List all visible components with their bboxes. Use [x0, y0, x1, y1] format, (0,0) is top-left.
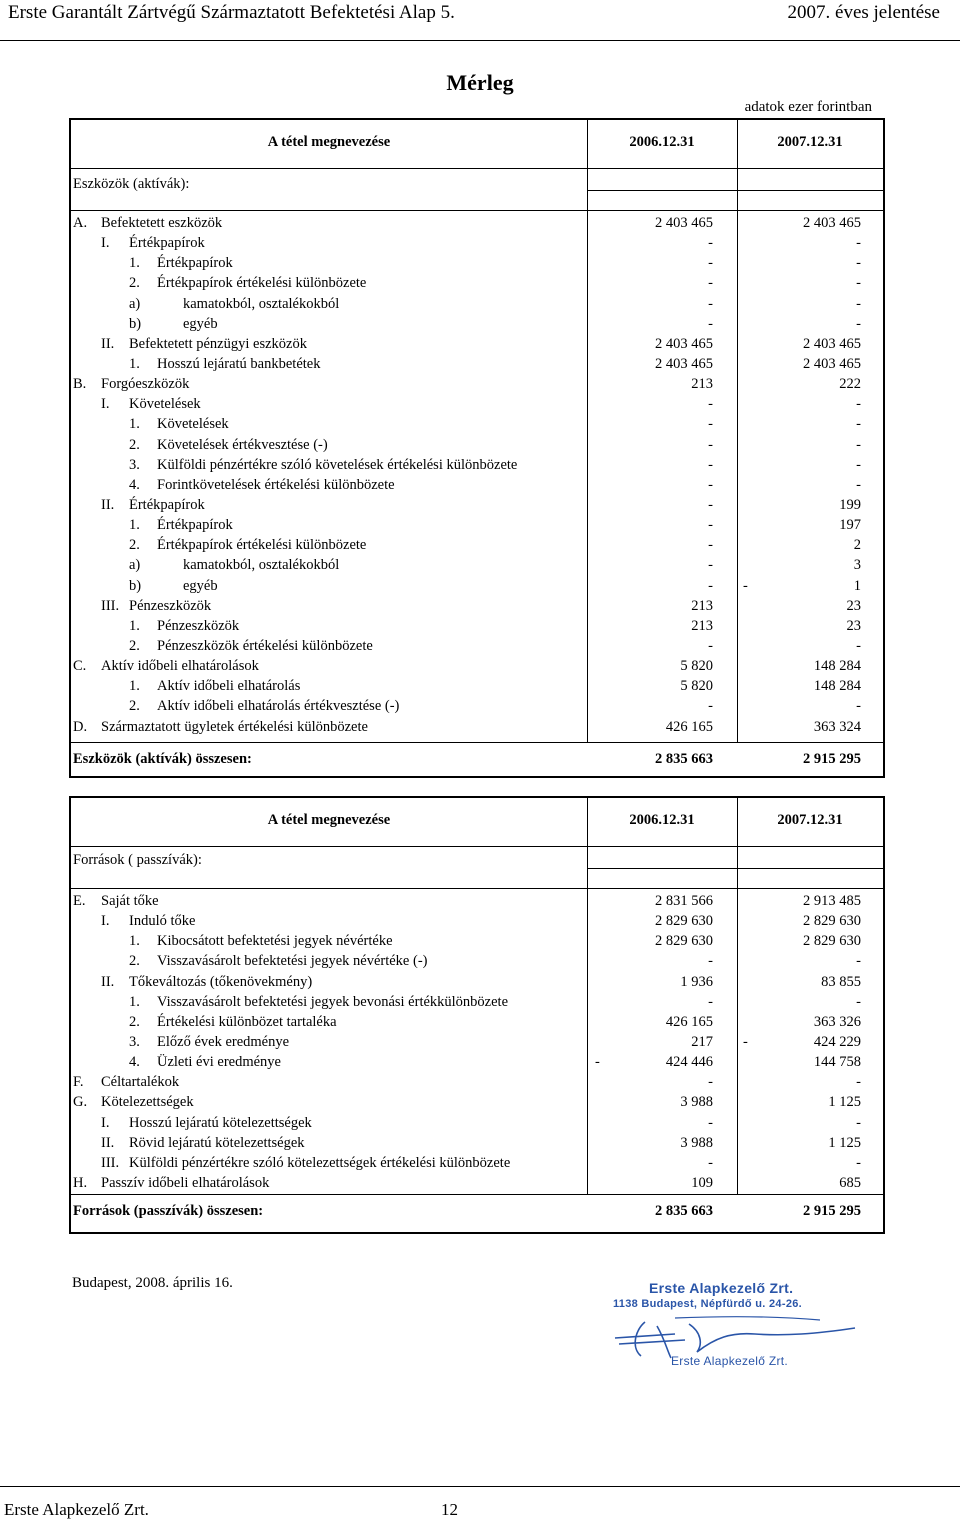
row-value-2006: 213 — [691, 597, 713, 614]
row-label: Tőkeváltozás (tőkenövekmény) — [129, 973, 313, 990]
row-value-2007: - — [856, 1114, 861, 1131]
row-value-2007: - — [856, 396, 861, 413]
row-label: Követelések értékvesztése (-) — [157, 436, 328, 453]
row-label: Értékelési különbözet tartaléka — [157, 1013, 337, 1030]
row-code: b) — [129, 315, 142, 332]
row-label: Értékpapírok — [129, 235, 205, 252]
row-code: 1. — [129, 517, 140, 534]
row-value-2007: 2 — [853, 537, 861, 554]
row-value-2007: 685 — [839, 1174, 861, 1191]
row-value-2007: - — [856, 436, 861, 453]
row-value-2006: - — [708, 315, 713, 332]
table-row — [71, 656, 883, 676]
column-header-2006: 2006.12.31 — [629, 134, 695, 150]
row-value-2007: 83 855 — [821, 973, 861, 990]
stamp-address: 1138 Budapest, Népfürdő u. 24-26. — [613, 1298, 803, 1310]
row-label: Hosszú lejáratú kötelezettségek — [129, 1114, 312, 1131]
header-report-title: 2007. éves jelentése — [787, 2, 940, 23]
row-label: Forintkövetelések értékelési különbözete — [157, 476, 395, 493]
row-code: II. — [101, 973, 115, 990]
row-value-2007: 2 829 630 — [803, 913, 861, 930]
row-value-2007: 197 — [839, 517, 861, 534]
row-code: 2. — [129, 537, 140, 554]
row-code: G. — [73, 1094, 88, 1111]
row-value-2007: 363 324 — [813, 718, 861, 735]
row-value-2007: - — [856, 235, 861, 252]
row-label: egyéb — [183, 315, 218, 332]
row-value-2006: 2 831 566 — [655, 893, 713, 909]
row-label: Értékpapírok értékelési különbözete — [157, 275, 367, 292]
column-header-label: A tétel megnevezése — [267, 812, 391, 828]
row-value-2006: 217 — [691, 1033, 713, 1050]
liabilities-total-row — [71, 1194, 883, 1225]
row-label: Aktív időbeli elhatárolás — [157, 678, 301, 695]
divider — [587, 868, 883, 869]
company-stamp — [605, 1278, 875, 1373]
liabilities-table — [69, 796, 885, 1234]
row-value-2007: - — [856, 255, 861, 272]
row-value-2006: 426 165 — [665, 718, 713, 735]
row-label: egyéb — [183, 577, 218, 594]
table-row — [71, 455, 883, 475]
row-label: Pénzeszközök — [157, 617, 240, 634]
row-value-2006: - — [708, 698, 713, 715]
row-value-2006: - — [708, 235, 713, 252]
row-label: Induló tőke — [129, 913, 196, 930]
row-value-2007: - — [856, 637, 861, 654]
table-row — [71, 1133, 883, 1153]
table-row — [71, 676, 883, 696]
row-value-2006: 2 829 630 — [655, 913, 713, 930]
row-code: 1. — [129, 416, 140, 433]
row-code: b) — [129, 577, 142, 594]
total-value-2006: 2 835 663 — [655, 1203, 713, 1219]
table-row — [71, 213, 883, 233]
table-row — [71, 273, 883, 293]
table-row — [71, 1032, 883, 1052]
table-row — [71, 972, 883, 992]
row-value-2007: 222 — [839, 376, 861, 393]
row-value-2007: - — [856, 315, 861, 332]
table-row — [71, 294, 883, 314]
row-value-2007: 363 326 — [813, 1013, 861, 1030]
row-value-2007: 199 — [839, 496, 861, 513]
row-code: 1. — [129, 617, 140, 634]
row-label: Aktív időbeli elhatárolás értékvesztése (-) — [157, 698, 400, 715]
row-value-2006: 213 — [691, 617, 713, 634]
place-and-date: Budapest, 2008. április 16. — [72, 1275, 233, 1291]
row-label: Előző évek eredménye — [157, 1033, 290, 1050]
table-row — [71, 253, 883, 273]
row-value-2006: - — [708, 416, 713, 433]
row-code: 1. — [129, 255, 140, 272]
row-code: 3. — [129, 456, 140, 473]
row-value-2007: 2 829 630 — [803, 933, 861, 950]
row-code: 2. — [129, 698, 140, 715]
table-row — [71, 1072, 883, 1092]
row-label: kamatokból, osztalékokból — [183, 295, 340, 312]
row-label: Befektetett pénzügyi eszközök — [129, 335, 307, 352]
row-label: Kibocsátott befektetési jegyek névértéke — [157, 933, 393, 950]
column-header-2007: 2007.12.31 — [777, 812, 843, 828]
row-value-2007: - — [856, 1074, 861, 1091]
liabilities-table-header — [71, 798, 883, 847]
assets-table — [69, 118, 885, 778]
table-row — [71, 717, 883, 737]
row-code: 4. — [129, 476, 140, 493]
row-value-2007: 2 913 485 — [803, 893, 861, 909]
row-value-2007: 1 — [853, 577, 861, 594]
row-label: kamatokból, osztalékokból — [183, 557, 340, 574]
row-value-2006: - — [708, 436, 713, 453]
row-code: 1. — [129, 993, 140, 1010]
row-label: Értékpapírok — [157, 255, 233, 272]
total-label: Források (passzívák) összesen: — [73, 1203, 264, 1219]
table-row — [71, 515, 883, 535]
table-row — [71, 414, 883, 434]
table-row — [71, 1153, 883, 1173]
row-code: I. — [101, 1114, 110, 1131]
row-label: Értékpapírok — [129, 496, 205, 513]
table-row — [71, 334, 883, 354]
row-value-2006: 2 829 630 — [655, 933, 713, 950]
assets-rows — [71, 213, 883, 737]
row-prefix-2007: - — [743, 1033, 748, 1050]
page-title: Mérleg — [446, 70, 514, 95]
column-header-2007: 2007.12.31 — [777, 134, 843, 150]
row-code: 4. — [129, 1054, 140, 1071]
row-label: Külföldi pénzértékre szóló kötelezettségek értékelési különbözete — [129, 1154, 511, 1171]
row-value-2006: - — [708, 1114, 713, 1131]
divider — [71, 888, 883, 889]
row-value-2006: 3 988 — [680, 1094, 713, 1111]
table-row — [71, 435, 883, 455]
table-row — [71, 1012, 883, 1032]
row-value-2007: - — [856, 1154, 861, 1171]
table-row — [71, 555, 883, 575]
row-code: E. — [73, 893, 86, 909]
row-value-2006: - — [708, 1154, 713, 1171]
row-value-2007: - — [856, 416, 861, 433]
row-value-2007: - — [856, 275, 861, 292]
table-row — [71, 495, 883, 515]
table-row — [71, 636, 883, 656]
row-label: Származtatott ügyletek értékelési különbözete — [101, 718, 368, 735]
row-label: Pénzeszközök — [129, 597, 212, 614]
stamp-company-name: Erste Alapkezelő Zrt. — [649, 1280, 794, 1296]
table-row — [71, 891, 883, 911]
row-code: F. — [73, 1074, 84, 1091]
row-label: Visszavásárolt befektetési jegyek névértéke (-) — [157, 953, 428, 970]
row-value-2006: - — [708, 993, 713, 1010]
row-code: a) — [129, 295, 141, 312]
total-value-2006: 2 835 663 — [655, 751, 713, 767]
column-header-2006: 2006.12.31 — [629, 812, 695, 828]
row-code: H. — [73, 1174, 88, 1191]
row-value-2006: 5 820 — [680, 678, 713, 695]
row-value-2006: - — [708, 275, 713, 292]
row-value-2006: - — [708, 953, 713, 970]
row-label: Pénzeszközök értékelési különbözete — [157, 637, 373, 654]
row-label: Követelések — [157, 416, 229, 433]
table-row — [71, 1173, 883, 1193]
row-value-2007: 148 284 — [813, 678, 861, 695]
row-code: 1. — [129, 933, 140, 950]
row-value-2006: - — [708, 496, 713, 513]
row-value-2006: 1 936 — [680, 973, 713, 990]
row-code: III. — [101, 597, 120, 614]
liabilities-rows — [71, 891, 883, 1193]
row-label: Rövid lejáratú kötelezettségek — [129, 1134, 305, 1151]
row-value-2006: 213 — [691, 376, 713, 393]
table-row — [71, 1113, 883, 1133]
row-code: 2. — [129, 637, 140, 654]
row-label: Aktív időbeli elhatárolások — [101, 658, 259, 675]
row-code: I. — [101, 235, 110, 252]
row-label: Külföldi pénzértékre szóló követelések értékelési különbözete — [157, 456, 518, 473]
total-value-2007: 2 915 295 — [803, 751, 861, 767]
row-value-2006: 2 403 465 — [655, 355, 713, 372]
row-value-2007: - — [856, 993, 861, 1010]
table-row — [71, 951, 883, 971]
row-code: I. — [101, 396, 110, 413]
row-value-2006: - — [708, 577, 713, 594]
row-code: D. — [73, 718, 88, 735]
row-code: 2. — [129, 953, 140, 970]
row-value-2006: 3 988 — [680, 1134, 713, 1151]
row-code: 2. — [129, 1013, 140, 1030]
table-row — [71, 233, 883, 253]
row-code: a) — [129, 557, 141, 574]
row-value-2007: - — [856, 456, 861, 473]
table-row — [71, 911, 883, 931]
page-number: 12 — [441, 1500, 458, 1519]
row-value-2006: - — [708, 557, 713, 574]
row-value-2007: 23 — [846, 597, 861, 614]
row-value-2007: - — [856, 476, 861, 493]
row-value-2007: 1 125 — [828, 1134, 861, 1151]
row-label: Értékpapírok — [157, 517, 233, 534]
row-code: III. — [101, 1154, 120, 1171]
unit-note: adatok ezer forintban — [744, 99, 872, 115]
assets-section-title: Eszközök (aktívák): — [73, 176, 190, 192]
table-row — [71, 535, 883, 555]
total-value-2007: 2 915 295 — [803, 1203, 861, 1219]
row-label: Céltartalékok — [101, 1074, 180, 1091]
table-row — [71, 616, 883, 636]
assets-table-header — [71, 120, 883, 169]
row-code: II. — [101, 496, 115, 513]
column-header-label: A tétel megnevezése — [267, 134, 391, 150]
divider — [587, 190, 883, 191]
row-value-2006: 109 — [691, 1174, 713, 1191]
stamp-company-name-secondary: Erste Alapkezelő Zrt. — [671, 1354, 789, 1368]
row-value-2006: 426 165 — [665, 1013, 713, 1030]
row-value-2007: 148 284 — [813, 658, 861, 675]
row-label: Befektetett eszközök — [101, 215, 223, 231]
row-label: Passzív időbeli elhatárolások — [101, 1174, 270, 1191]
table-row — [71, 596, 883, 616]
row-code: 1. — [129, 678, 140, 695]
row-value-2006: 5 820 — [680, 658, 713, 675]
table-row — [71, 931, 883, 951]
row-value-2007: - — [856, 295, 861, 312]
row-label: Hosszú lejáratú bankbetétek — [157, 355, 321, 372]
row-label: Értékpapírok értékelési különbözete — [157, 537, 367, 554]
row-value-2007: 424 229 — [813, 1033, 861, 1050]
table-row — [71, 475, 883, 495]
divider — [71, 210, 883, 211]
row-code: II. — [101, 335, 115, 352]
row-value-2006: - — [708, 295, 713, 312]
footer-company: Erste Alapkezelő Zrt. — [4, 1500, 149, 1519]
row-value-2007: - — [856, 953, 861, 970]
row-value-2006: 424 446 — [665, 1054, 713, 1071]
row-value-2006: - — [708, 476, 713, 493]
liabilities-section-title: Források ( passzívák): — [73, 852, 202, 868]
row-code: 1. — [129, 355, 140, 372]
row-value-2006: - — [708, 637, 713, 654]
row-value-2006: - — [708, 517, 713, 534]
total-label: Eszközök (aktívák) összesen: — [73, 751, 252, 767]
row-value-2006: - — [708, 1074, 713, 1091]
row-code: C. — [73, 658, 87, 675]
row-value-2007: 2 403 465 — [803, 215, 861, 231]
row-code: 3. — [129, 1033, 140, 1050]
table-row — [71, 1052, 883, 1072]
row-code: II. — [101, 1134, 115, 1151]
table-row — [71, 696, 883, 716]
row-value-2007: - — [856, 698, 861, 715]
row-label: Üzleti évi eredménye — [157, 1054, 281, 1071]
table-row — [71, 1092, 883, 1112]
row-label: Kötelezettségek — [101, 1094, 194, 1111]
row-value-2007: 23 — [846, 617, 861, 634]
table-row — [71, 394, 883, 414]
row-code: B. — [73, 376, 87, 393]
assets-total-row — [71, 742, 883, 773]
row-value-2006: - — [708, 537, 713, 554]
row-code: 2. — [129, 275, 140, 292]
row-code: I. — [101, 913, 110, 930]
row-value-2006: - — [708, 456, 713, 473]
table-row — [71, 354, 883, 374]
row-label: Saját tőke — [101, 893, 159, 909]
row-value-2006: - — [708, 396, 713, 413]
row-value-2007: 144 758 — [813, 1054, 861, 1071]
row-prefix-2006: - — [595, 1054, 600, 1071]
row-label: Visszavásárolt befektetési jegyek bevonási értékkülönbözete — [157, 993, 509, 1010]
footer-divider — [0, 1486, 960, 1487]
row-code: A. — [73, 215, 88, 231]
row-prefix-2007: - — [743, 577, 748, 594]
table-row — [71, 576, 883, 596]
row-value-2006: 2 403 465 — [655, 335, 713, 352]
row-value-2007: 2 403 465 — [803, 335, 861, 352]
page-header — [0, 0, 960, 41]
table-row — [71, 992, 883, 1012]
row-value-2006: - — [708, 255, 713, 272]
row-value-2006: 2 403 465 — [655, 215, 713, 231]
row-code: 2. — [129, 436, 140, 453]
table-row — [71, 374, 883, 394]
row-value-2007: 1 125 — [828, 1094, 861, 1111]
row-label: Forgóeszközök — [101, 376, 190, 393]
table-row — [71, 314, 883, 334]
row-value-2007: 3 — [853, 557, 861, 574]
row-value-2007: 2 403 465 — [803, 355, 861, 372]
row-label: Követelések — [129, 396, 201, 413]
header-fund-name: Erste Garantált Zártvégű Származtatott Befektetési Alap 5. — [8, 2, 455, 23]
